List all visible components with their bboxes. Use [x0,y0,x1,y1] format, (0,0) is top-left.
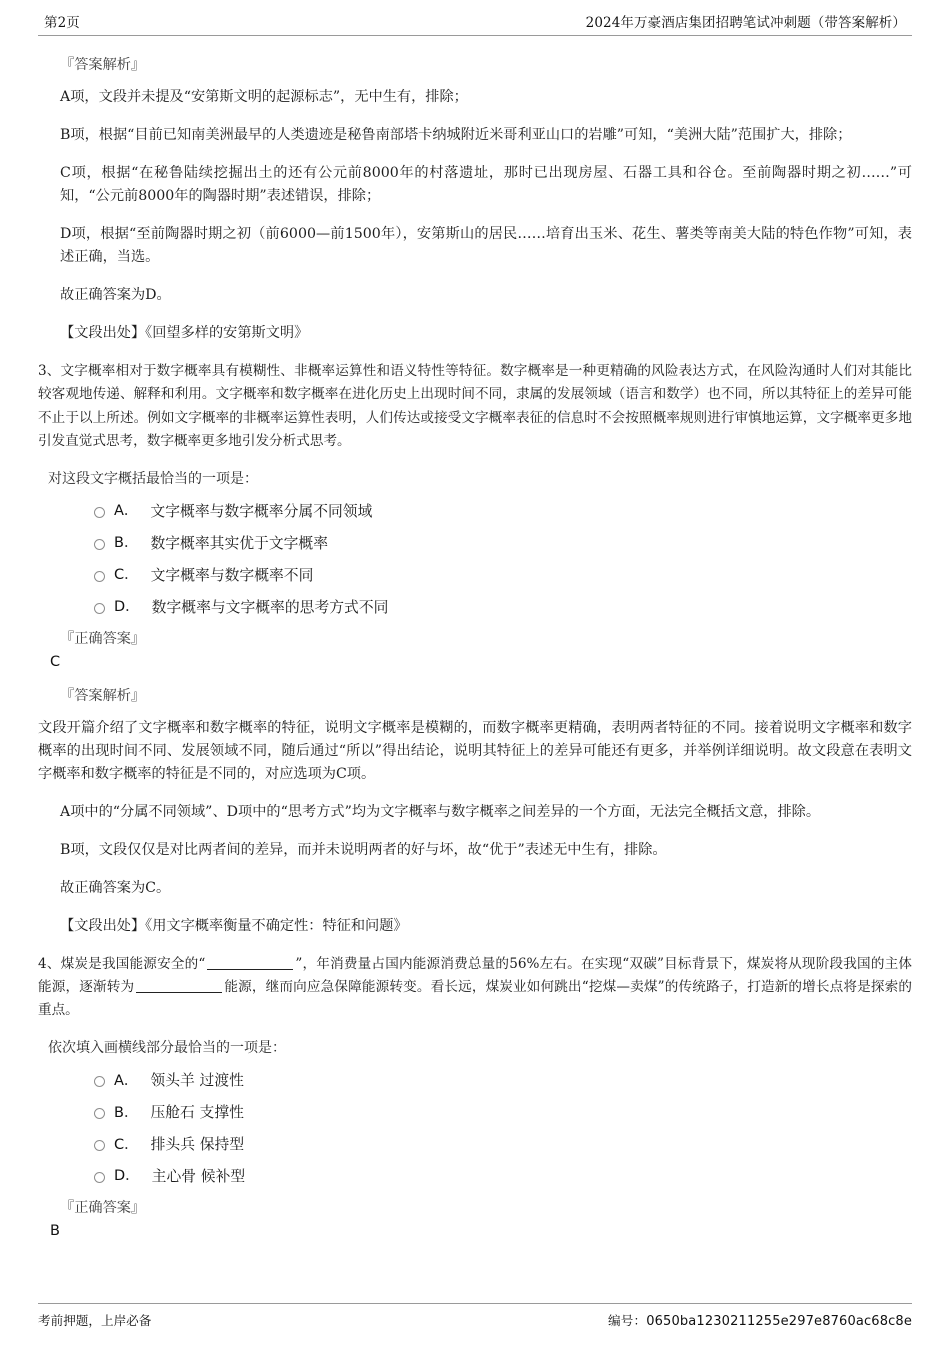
document-title: 2024年万豪酒店集团招聘笔试冲刺题（带答案解析） [585,15,906,31]
fill-blank-1[interactable] [207,969,293,970]
question3-answer-label: 『正确答案』 [60,631,146,648]
question3-option-a[interactable] [94,500,912,524]
q2-explanation-item-b: B项，根据“目前已知南美洲最早的人类遗迹是秘鲁南部塔卡纳城附近米哥利亚山口的岩雕”可知，“美洲大陆”范围扩大，排除； [60,127,852,143]
q2-conclusion: 故正确答案为D。 [60,287,171,303]
question3-explanation-para-3: B项，文段仅仅是对比两者间的差异，而并未说明两者的好与坏，故“优于”表述无中生有，排除。 [60,841,667,858]
option-letter: C． [114,567,139,584]
question4-prompt: 依次填入画横线部分最恰当的一项是： [48,1039,286,1056]
question3-explanation-label: 『答案解析』 [60,687,146,704]
fill-blank-2[interactable] [136,992,222,993]
q2-explanation-label: 『答案解析』 [60,57,146,73]
question4-answer-label: 『正确答案』 [60,1200,146,1217]
radio-icon[interactable] [94,507,105,518]
q2-explanation-item-d: D项，根据“至前陶器时期之初（前6000—前1500年），安第斯山的居民……培育出玉米、花生、薯类等南美大陆的特色作物”可知，表述正确，当选。 [60,226,912,265]
page-header [38,0,912,36]
option-text: 数字概率其实优于文字概率 [150,535,329,553]
page-footer [38,1303,912,1329]
q2-explanation-item-a: A项，文段并未提及“安第斯文明的起源标志”，无中生有，排除； [60,89,468,105]
question3-options [38,500,912,620]
question4-option-d[interactable] [94,1165,912,1189]
question3-prompt: 对这段文字概括最恰当的一项是： [48,470,258,487]
option-letter: B． [114,535,139,552]
footer-slogan: 考前押题，上岸必备 [38,1313,152,1328]
question4-passage-segment-1: 4、煤炭是我国能源安全的“ [38,955,206,972]
radio-icon[interactable] [94,1172,105,1183]
radio-icon[interactable] [94,1076,105,1087]
question4-options [38,1069,912,1189]
option-letter: D． [114,599,140,616]
question3-option-c[interactable] [94,564,912,588]
radio-icon[interactable] [94,571,105,582]
footer-code-label: 编号： [607,1313,647,1328]
option-text: 排头兵 保持型 [150,1136,245,1154]
question4-passage-segment-2: ”，年消费量占国内能源消费总量的56%左右。在实现“双碳”目标背景下，煤炭将从现阶段我国的主体能源，逐渐转为 [38,955,912,995]
question3-option-b[interactable] [94,532,912,556]
option-text: 主心骨 候补型 [151,1168,246,1186]
question3-option-d[interactable] [94,596,912,620]
footer-document-code [608,1310,912,1329]
q2-explanation-item-c: C项，根据“在秘鲁陆续挖掘出土的还有公元前8000年的村落遗址，那时已出现房屋、石器工具和谷仓。至前陶器时期之初……”可知，“公元前8000年的陶器时期”表述错误，排除； [60,165,912,204]
question3-explanation-para-2: A项中的“分属不同领域”、D项中的“思考方式”均为文字概率与数字概率之间差异的一个方面，无法完全概括文意，排除。 [60,803,821,820]
footer-code-value: 0650ba1230211255e297e8760ac68c8e [646,1314,912,1329]
radio-icon[interactable] [94,1140,105,1151]
option-letter: D． [114,1168,140,1185]
option-letter: A． [114,1072,139,1089]
question3-source: 【文段出处】《用文字概率衡量不确定性：特征和问题》 [60,917,408,934]
option-text: 文字概率与数字概率分属不同领域 [150,503,373,521]
page-number-marker: 第2页 [44,15,80,31]
radio-icon[interactable] [94,539,105,550]
radio-icon[interactable] [94,1108,105,1119]
option-text: 领头羊 过渡性 [150,1072,244,1090]
option-letter: A． [114,503,139,520]
question3-explanation-para-1: 文段开篇介绍了文字概率和数字概率的特征，说明文字概率是模糊的，而数字概率更精确，表明两者特征的不同。接着说明文字概率和数字概率的出现时间不同、发展领域不同，随后通过“所以”得出结论，说明其特征上的差异可能还有更多，并举例详细说明。故文段意在表明文字概率和数字概率的特征是不同的，对应选项为C项。 [38,719,912,782]
option-letter: C． [114,1136,139,1153]
question4-option-c[interactable] [94,1133,912,1157]
question4-passage-segment-3: 能源，继而向应急保障能源转变。看长远，煤炭业如何跳出“挖煤—卖煤”的传统路子，打造新的增长点将是探索的重点。 [38,978,912,1019]
q2-source: 【文段出处】《回望多样的安第斯文明》 [60,325,309,341]
question3-answer-value: C [50,654,61,671]
option-text: 数字概率与文字概率的思考方式不同 [151,599,389,617]
question4-passage [38,953,912,1023]
page-content [38,36,912,1244]
radio-icon[interactable] [94,603,105,614]
option-letter: B． [114,1104,139,1121]
question3-conclusion: 故正确答案为C。 [60,879,171,896]
question4-option-b[interactable] [94,1101,912,1125]
option-text: 压舱石 支撑性 [150,1104,244,1122]
option-text: 文字概率与数字概率不同 [150,567,314,585]
question4-answer-value: B [50,1223,60,1240]
question3-passage: 3、文字概率相对于数字概率具有模糊性、非概率运算性和语义特性等特征。数字概率是一种更精确的风险表达方式，在风险沟通时人们对其能比较客观地传递、解释和利用。文字概率和数字概率在进化历史上出现时间不同，隶属的发展领域（语言和数学）也不同，所以其特征上的差异可能不止于以上所述。例如文字概率的非概率运算性表明，人们传达或接受文字概率表征的信息时不会按照概率规则进行审慎地运算，文字概率更多地引发直觉式思考，数字概率更多地引发分析式思考。 [38,363,912,450]
question4-option-a[interactable] [94,1069,912,1093]
